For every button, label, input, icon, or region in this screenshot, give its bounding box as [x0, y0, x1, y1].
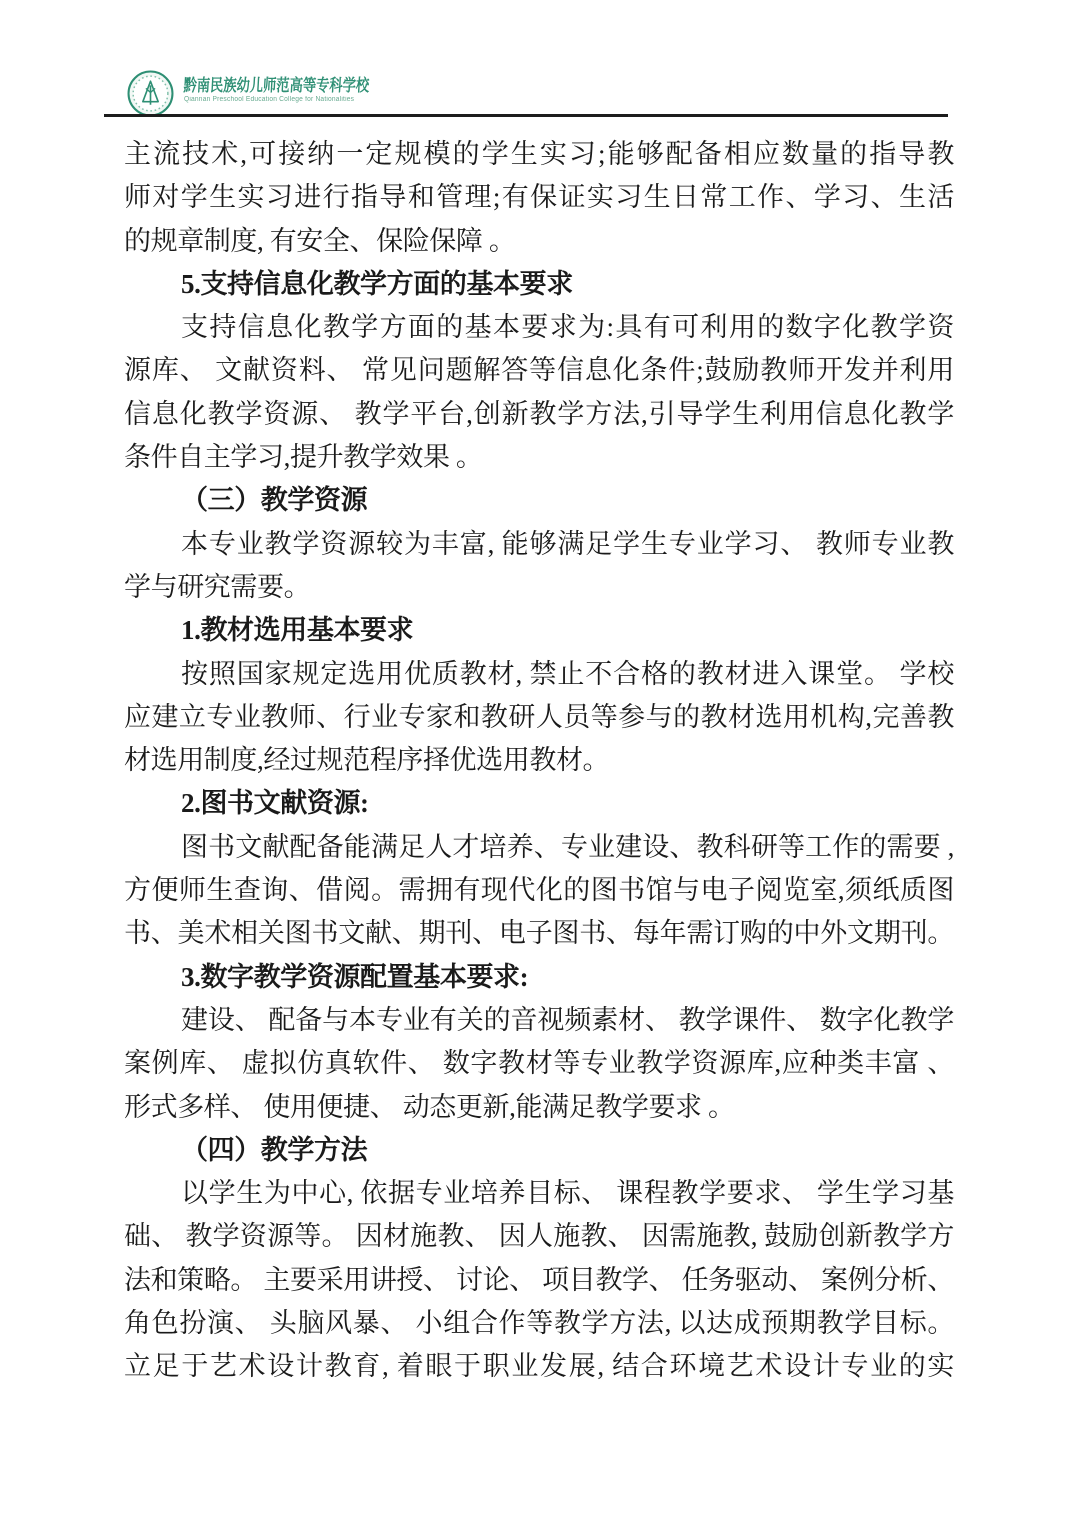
- text-line: 应建立专业教师、行业专家和教研人员等参与的教材选用机构,完善教: [124, 701, 954, 732]
- heading-textbook-selection: 1.教材选用基本要求: [181, 615, 414, 646]
- paragraph-first-line: 以学生为中心, 依据专业培养目标、 课程教学要求、 学生学习基: [181, 1178, 954, 1209]
- heading-section-four-teaching-methods: （四）教学方法: [181, 1134, 368, 1165]
- heading-library-resources: 2.图书文献资源:: [181, 788, 369, 819]
- school-emblem-icon: [127, 70, 174, 117]
- text-line: 书、美术相关图书文献、期刊、电子图书、每年需订购的中外文期刊。: [124, 918, 954, 949]
- text-line: 础、 教学资源等。 因材施教、 因人施教、 因需施教, 鼓励创新教学方: [124, 1221, 954, 1252]
- letterhead: [0, 0, 1074, 120]
- text-line: 学与研究需要。: [124, 571, 311, 602]
- text-line: 信息化教学资源、 教学平台,创新教学方法,引导学生利用信息化教学: [124, 398, 954, 429]
- document-body: [124, 133, 954, 1389]
- text-line: 师对学生实习进行指导和管理;有保证实习生日常工作、学习、生活: [124, 182, 954, 213]
- text-line: 材选用制度,经过规范程序择优选用教材。: [124, 745, 610, 776]
- paragraph-first-line: 支持信息化教学方面的基本要求为:具有可利用的数字化教学资: [181, 312, 954, 343]
- school-logo-text: [184, 70, 422, 103]
- text-line: 角色扮演、 头脑风暴、 小组合作等教学方法, 以达成预期教学目标。: [124, 1308, 954, 1339]
- text-line: 立足于艺术设计教育, 着眼于职业发展, 结合环境艺术设计专业的实: [124, 1351, 954, 1382]
- text-line: 源库、 文献资料、 常见问题解答等信息化条件;鼓励教师开发并利用: [124, 355, 954, 386]
- paragraph-first-line: 本专业教学资源较为丰富, 能够满足学生专业学习、 教师专业教: [181, 528, 954, 559]
- text-line: 案例库、 虚拟仿真软件、 数字教材等专业教学资源库,应种类丰富 、: [124, 1048, 954, 1079]
- heading-informatization-teaching: 5.支持信息化教学方面的基本要求: [181, 268, 573, 299]
- paragraph-first-line: 图书文献配备能满足人才培养、专业建设、教科研等工作的需要 ,: [181, 831, 954, 862]
- school-logo: [127, 70, 422, 117]
- header-divider: [104, 114, 948, 117]
- text-line: 方便师生查询、借阅。需拥有现代化的图书馆与电子阅览室,须纸质图: [124, 875, 954, 906]
- text-line: 形式多样、 使用便捷、 动态更新,能满足教学要求 。: [124, 1091, 735, 1122]
- text-line: 的规章制度, 有安全、保险保障 。: [124, 225, 516, 256]
- heading-digital-resources: 3.数字教学资源配置基本要求:: [181, 961, 529, 992]
- text-line: 法和策略。 主要采用讲授、 讨论、 项目教学、 任务驱动、 案例分析、: [124, 1264, 954, 1295]
- school-name-english: Qiannan Preschool Education College for Nationalities: [184, 96, 355, 103]
- text-line: 主流技术,可接纳一定规模的学生实习;能够配备相应数量的指导教: [124, 139, 954, 169]
- paragraph-first-line: 按照国家规定选用优质教材, 禁止不合格的教材进入课堂。 学校: [181, 658, 954, 689]
- paragraph-first-line: 建设、 配备与本专业有关的音视频素材、 教学课件、 数字化教学: [181, 1004, 954, 1035]
- heading-section-three-teaching-resources: （三）教学资源: [181, 485, 368, 516]
- text-line: 条件自主学习,提升教学效果 。: [124, 442, 483, 473]
- school-name-chinese: 黔南民族幼儿师范高等专科学校: [183, 76, 370, 95]
